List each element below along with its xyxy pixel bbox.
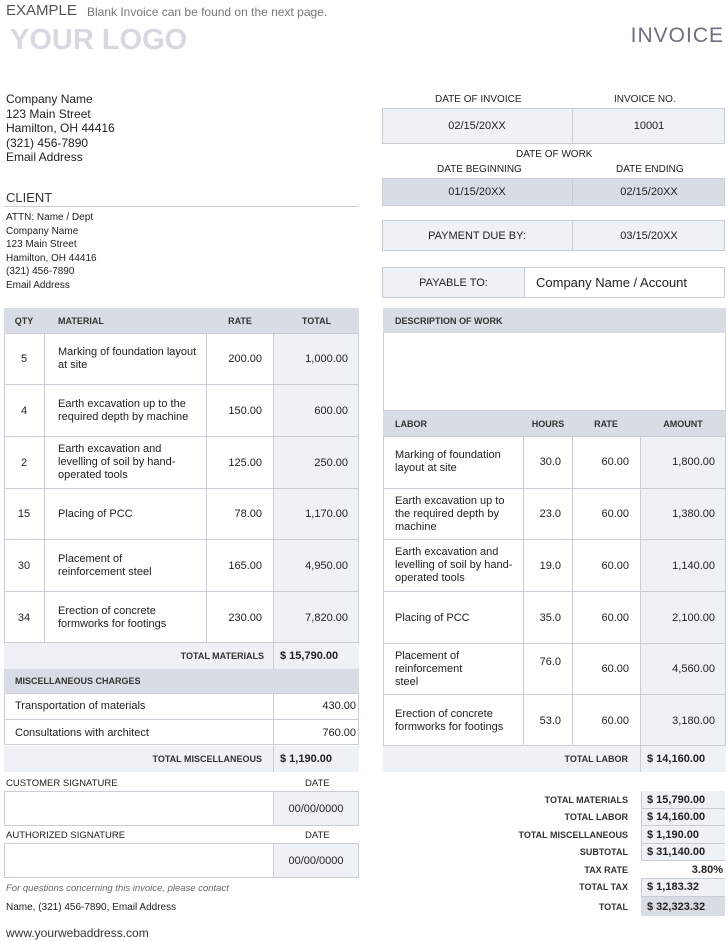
payable-value[interactable]: Company Name / Account <box>536 275 688 290</box>
company-email: Email Address <box>6 150 83 164</box>
mat-qty: 15 <box>17 508 31 520</box>
client-attn: ATTN: Name / Dept <box>6 212 94 223</box>
company-name: Company Name <box>6 92 93 106</box>
summary-label: TAX RATE <box>584 864 628 875</box>
summary-label: TOTAL TAX <box>579 881 628 892</box>
mat-total: 4,950.00 <box>305 559 348 572</box>
labor-amount: 2,100.00 <box>672 611 715 624</box>
mat-desc: Marking of foundation layout at site <box>58 345 197 371</box>
misc-desc: Transportation of materials <box>15 700 146 712</box>
mat-total: 7,820.00 <box>305 611 348 624</box>
mat-rate: 150.00 <box>228 404 262 417</box>
labor-hours: 19.0 <box>539 559 561 572</box>
date-ending-label: DATE ENDING <box>616 164 684 175</box>
mat-qty: 5 <box>20 352 28 365</box>
misc-total-value: $ 1,190.00 <box>280 753 332 765</box>
labor-hours: 30.0 <box>539 456 561 468</box>
labor-hours: 53.0 <box>539 714 561 727</box>
mat-qty: 4 <box>20 404 28 417</box>
tax-rate-value[interactable]: 3.80% <box>691 863 723 876</box>
labor-desc: Earth excavation and levelling of soil by hand-operated tools <box>395 546 513 584</box>
summary-value: $ 15,790.00 <box>647 793 706 806</box>
authorized-date-label: DATE <box>305 830 330 841</box>
labor-total-label: TOTAL LABOR <box>564 754 628 764</box>
mat-col-total: TOTAL <box>301 315 332 326</box>
misc-desc: Consultations with architect <box>15 727 149 739</box>
date-beginning-label: DATE BEGINNING <box>437 164 522 175</box>
mat-desc: Erection of concrete formworks for footings <box>58 604 167 630</box>
authorized-signature-label: AUTHORIZED SIGNATURE <box>6 830 126 841</box>
labor-hours: 35.0 <box>539 611 561 624</box>
labor-amount: 4,560.00 <box>672 663 715 675</box>
mat-qty: 34 <box>17 611 31 624</box>
date-beginning-value[interactable]: 01/15/20XX <box>448 186 506 198</box>
mat-desc: Earth excavation and levelling of soil by hand-operated tools <box>58 443 176 481</box>
invoice-title: INVOICE <box>630 24 724 47</box>
labor-desc: Earth excavation up to the required depth by machine <box>395 494 505 533</box>
misc-amount: 760.00 <box>322 727 356 739</box>
labor-amount: 1,140.00 <box>672 559 715 572</box>
client-email: Email Address <box>6 279 70 291</box>
labor-amount: 1,800.00 <box>672 456 715 468</box>
misc-total-label: TOTAL MISCELLANEOUS <box>152 754 262 764</box>
labor-desc: Erection of concrete formworks for footings <box>395 707 504 733</box>
mat-col-qty: QTY <box>14 315 34 326</box>
labor-desc: Placement of reinforcement steel <box>395 649 463 688</box>
summary-value: $ 1,190.00 <box>647 828 699 841</box>
date-of-invoice-label: DATE OF INVOICE <box>435 94 522 105</box>
summary-label: TOTAL MATERIALS <box>544 794 628 805</box>
mat-rate: 125.00 <box>228 456 262 469</box>
labor-rate: 60.00 <box>601 714 629 727</box>
authorized-date-value[interactable]: 00/00/0000 <box>288 854 344 867</box>
summary-label: TOTAL LABOR <box>564 811 628 822</box>
labor-amount: 1,380.00 <box>672 508 715 520</box>
mat-total: 600.00 <box>314 404 348 417</box>
footer-contact: Name, (321) 456-7890, Email Address <box>6 902 177 913</box>
mat-qty: 2 <box>20 456 28 469</box>
labor-rate: 60.00 <box>601 508 629 520</box>
summary-label: TOTAL <box>598 901 628 912</box>
footer-web[interactable]: www.yourwebaddress.com <box>6 926 149 940</box>
mat-col-rate: RATE <box>228 315 252 326</box>
example-label: EXAMPLE <box>6 2 77 19</box>
client-heading: CLIENT <box>6 190 53 205</box>
labor-amount: 3,180.00 <box>672 714 715 727</box>
summary-value: $ 14,160.00 <box>647 810 706 823</box>
misc-heading: MISCELLANEOUS CHARGES <box>15 676 141 686</box>
client-phone: (321) 456-7890 <box>6 266 75 277</box>
mat-total: 1,170.00 <box>305 508 348 520</box>
work-description-field[interactable] <box>383 333 726 411</box>
grand-total-value: $ 32,323.32 <box>647 900 706 913</box>
company-street: 123 Main Street <box>6 106 91 121</box>
mat-desc: Placement of reinforcement steel <box>58 552 152 578</box>
footer-question: For questions concerning this invoice, please contact <box>6 883 229 894</box>
materials-total-value: $ 15,790.00 <box>280 650 339 662</box>
mat-rate: 230.00 <box>228 611 262 624</box>
payable-label: PAYABLE TO: <box>419 276 488 289</box>
payment-due-label: PAYMENT DUE BY: <box>428 229 526 242</box>
company-block <box>6 92 115 165</box>
mat-col-material: MATERIAL <box>58 315 104 326</box>
payment-due-value[interactable]: 03/15/20XX <box>620 229 678 242</box>
client-name: Company Name <box>6 225 79 237</box>
labor-col-hours: HOURS <box>531 418 565 429</box>
example-note: Blank Invoice can be found on the next page. <box>87 5 328 19</box>
summary-value: $ 1,183.32 <box>647 880 699 893</box>
client-block <box>6 211 97 292</box>
customer-signature-label: CUSTOMER SIGNATURE <box>6 778 118 789</box>
mat-rate: 200.00 <box>228 352 262 365</box>
date-of-invoice-value[interactable]: 02/15/20XX <box>448 120 506 132</box>
mat-total: 1,000.00 <box>305 352 348 365</box>
labor-col-labor: LABOR <box>395 418 427 429</box>
summary-value: $ 31,140.00 <box>647 845 706 858</box>
company-phone: (321) 456-7890 <box>6 135 89 150</box>
invoice-no-label: INVOICE NO. <box>614 94 676 105</box>
company-city: Hamilton, OH 44416 <box>6 121 115 135</box>
labor-desc: Placing of PCC <box>395 611 470 624</box>
labor-rate: 60.00 <box>601 663 629 675</box>
mat-rate: 165.00 <box>228 559 262 572</box>
labor-desc: Marking of foundation layout at site <box>395 449 501 474</box>
client-city: Hamilton, OH 44416 <box>6 252 97 264</box>
logo-placeholder: YOUR LOGO <box>10 24 188 56</box>
customer-date-value[interactable]: 00/00/0000 <box>288 802 344 815</box>
mat-rate: 78.00 <box>234 508 262 520</box>
client-street: 123 Main Street <box>6 239 77 250</box>
summary-label: SUBTOTAL <box>579 846 628 857</box>
mat-desc: Placing of PCC <box>58 508 133 520</box>
work-heading: DESCRIPTION OF WORK <box>395 315 503 326</box>
labor-hours: 76.0 <box>539 656 561 668</box>
labor-col-amount: AMOUNT <box>663 418 703 429</box>
materials-total-label: TOTAL MATERIALS <box>180 651 264 661</box>
labor-rate: 60.00 <box>601 456 629 468</box>
mat-total: 250.00 <box>314 456 348 469</box>
date-ending-value[interactable]: 02/15/20XX <box>620 186 678 198</box>
labor-hours: 23.0 <box>539 508 561 520</box>
misc-amount: 430.00 <box>322 700 356 712</box>
mat-desc: Earth excavation up to the required depth by machine <box>58 397 189 423</box>
labor-rate: 60.00 <box>601 611 629 624</box>
labor-col-rate: RATE <box>594 418 618 429</box>
mat-qty: 30 <box>17 559 31 572</box>
summary-label: TOTAL MISCELLANEOUS <box>518 829 628 840</box>
customer-date-label: DATE <box>305 778 330 789</box>
labor-rate: 60.00 <box>601 559 629 572</box>
labor-total-value: $ 14,160.00 <box>647 753 706 765</box>
date-of-work-label: DATE OF WORK <box>516 149 593 160</box>
invoice-no-value[interactable]: 10001 <box>633 120 665 132</box>
